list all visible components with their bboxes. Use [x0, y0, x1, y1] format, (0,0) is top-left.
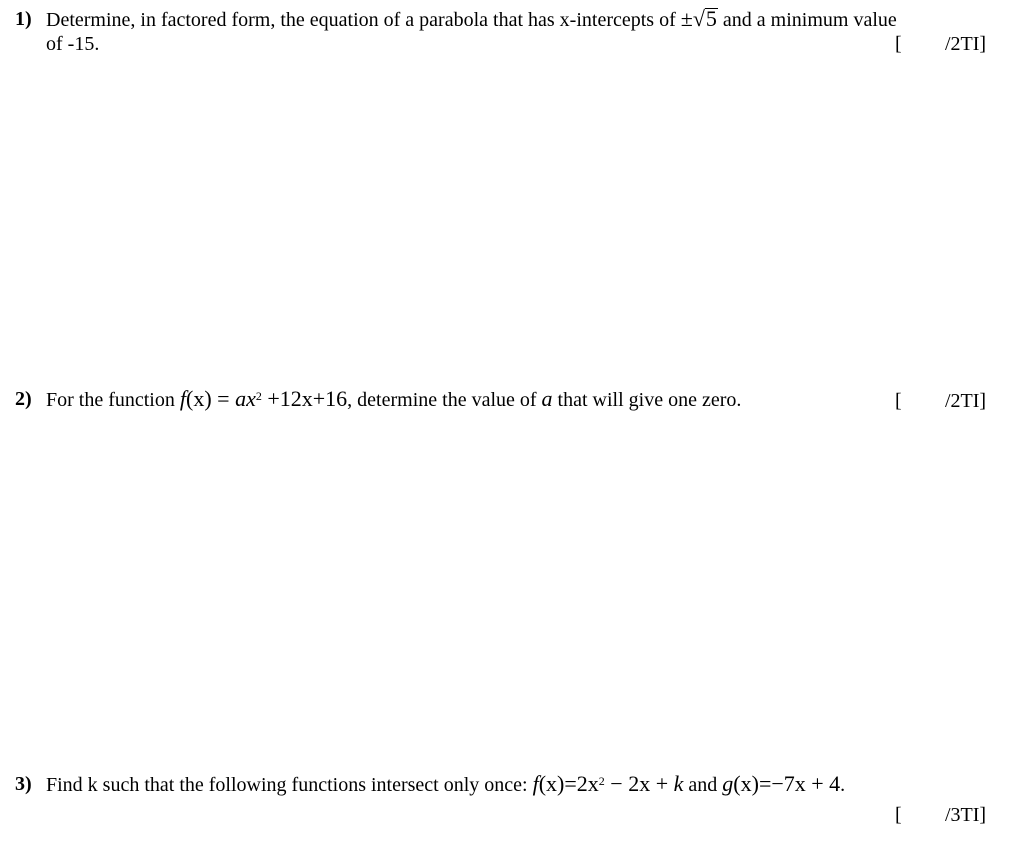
variable-k: k [673, 771, 684, 796]
expression-part: =2x [564, 771, 599, 796]
square-root [693, 7, 718, 31]
square-root-symbol: √ [692, 6, 705, 31]
question-1-line-2: of -15. [46, 33, 100, 55]
exponent: 2 [598, 774, 605, 788]
exponent: 2 [255, 389, 262, 403]
function-name: g [722, 771, 734, 796]
question-text-part: . [840, 774, 846, 796]
marks-value: /2TI] [945, 33, 987, 55]
marks-value: /3TI] [945, 804, 987, 826]
variable-a: a [541, 386, 553, 411]
question-text-part: and [683, 774, 723, 796]
expression-part: − 2x + [604, 771, 674, 796]
radicand: 5 [705, 6, 717, 31]
question-number: 1) [15, 8, 32, 30]
question-text [46, 772, 845, 799]
function-argument: (x) [538, 771, 565, 796]
function-name: f [532, 771, 539, 796]
function-name: f [179, 386, 186, 411]
question-text-part: Find k such that the following functions intersect only once: [46, 774, 533, 796]
plus-minus-sign: ± [680, 6, 693, 31]
coefficient-a: a [235, 386, 247, 411]
function-expression [180, 386, 347, 411]
question-text-part: For the function [46, 389, 180, 411]
marks-bracket: [ [895, 804, 902, 826]
function-f-expression [533, 771, 684, 796]
marks-value: /2TI] [945, 390, 987, 412]
function-argument: (x) [186, 386, 212, 411]
marks-bracket: [ [895, 33, 902, 55]
marks-bracket: [ [895, 390, 902, 412]
question-number: 2) [15, 388, 32, 410]
equals-sign: = [211, 386, 236, 411]
question-text-part: , determine the value of [347, 389, 542, 411]
question-text-part: Determine, in factored form, the equation of a parabola that has x-intercepts of [46, 9, 681, 31]
question-text-part: that will give one zero. [552, 389, 742, 411]
expression-part: =−7x + 4 [758, 771, 841, 796]
question-number: 3) [15, 773, 32, 795]
question-text [46, 7, 897, 32]
function-g-expression [722, 771, 840, 796]
question-text-part: and a minimum value [717, 9, 897, 31]
function-argument: (x) [733, 771, 759, 796]
variable-x: x [246, 386, 256, 411]
expression-tail: +12x+16 [261, 386, 348, 411]
question-text [46, 387, 741, 414]
